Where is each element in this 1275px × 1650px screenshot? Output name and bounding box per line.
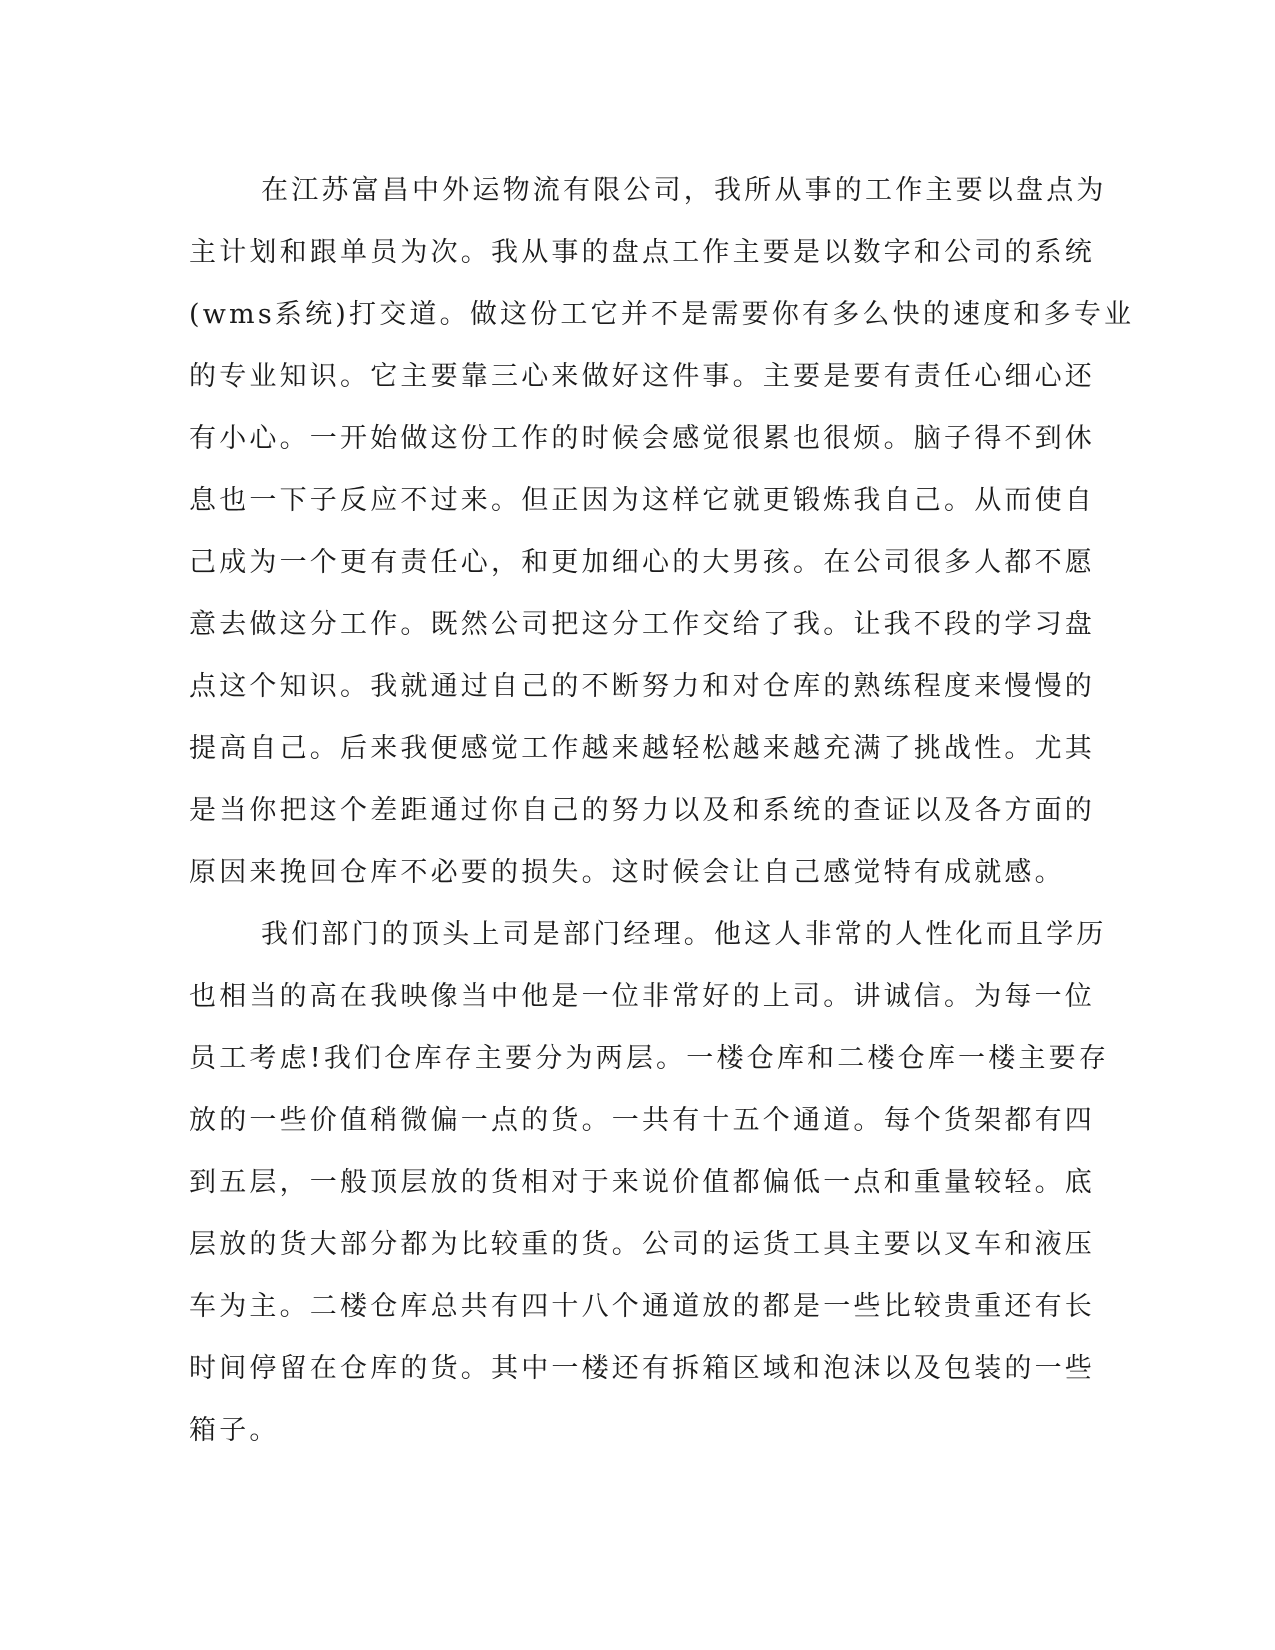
- text-line: 也相当的高在我映像当中他是一位非常好的上司。讲诚信。为每一位: [189, 981, 1095, 1012]
- text-line: 有小心。一开始做这份工作的时候会感觉很累也很烦。脑子得不到休: [189, 423, 1095, 454]
- paragraph-2: [189, 904, 1110, 1462]
- document-body: [189, 160, 1135, 1462]
- text-line: 放的一些价值稍微偏一点的货。一共有十五个通道。每个货架都有四: [189, 1105, 1095, 1136]
- text-line: 原因来挽回仓库不必要的损失。这时候会让自己感觉特有成就感。: [189, 857, 1065, 888]
- text-line: 主计划和跟单员为次。我从事的盘点工作主要是以数字和公司的系统: [189, 237, 1095, 268]
- text-line: 的专业知识。它主要靠三心来做好这件事。主要是要有责任心细心还: [189, 361, 1095, 392]
- text-line: 在江苏富昌中外运物流有限公司，我所从事的工作主要以盘点为: [261, 175, 1107, 206]
- text-line: 层放的货大部分都为比较重的货。公司的运货工具主要以叉车和液压: [189, 1229, 1095, 1260]
- text-line: 我们部门的顶头上司是部门经理。他这人非常的人性化而且学历: [261, 919, 1107, 950]
- text-line: (wms系统)打交道。做这份工它并不是需要你有多么快的速度和多专业: [189, 299, 1135, 330]
- text-line: 员工考虑!我们仓库存主要分为两层。一楼仓库和二楼仓库一楼主要存: [189, 1043, 1110, 1074]
- text-line: 是当你把这个差距通过你自己的努力以及和系统的查证以及各方面的: [189, 795, 1095, 826]
- text-line: 点这个知识。我就通过自己的不断努力和对仓库的熟练程度来慢慢的: [189, 671, 1095, 702]
- text-line: 箱子。: [189, 1415, 280, 1446]
- text-line: 息也一下子反应不过来。但正因为这样它就更锻炼我自己。从而使自: [189, 485, 1095, 516]
- paragraph-1: [189, 160, 1135, 904]
- text-line: 意去做这分工作。既然公司把这分工作交给了我。让我不段的学习盘: [189, 609, 1095, 640]
- text-line: 提高自己。后来我便感觉工作越来越轻松越来越充满了挑战性。尤其: [189, 733, 1095, 764]
- text-line: 时间停留在仓库的货。其中一楼还有拆箱区域和泡沫以及包装的一些: [189, 1353, 1095, 1384]
- text-line: 车为主。二楼仓库总共有四十八个通道放的都是一些比较贵重还有长: [189, 1291, 1095, 1322]
- text-line: 到五层，一般顶层放的货相对于来说价值都偏低一点和重量较轻。底: [189, 1167, 1095, 1198]
- text-line: 己成为一个更有责任心，和更加细心的大男孩。在公司很多人都不愿: [189, 547, 1095, 578]
